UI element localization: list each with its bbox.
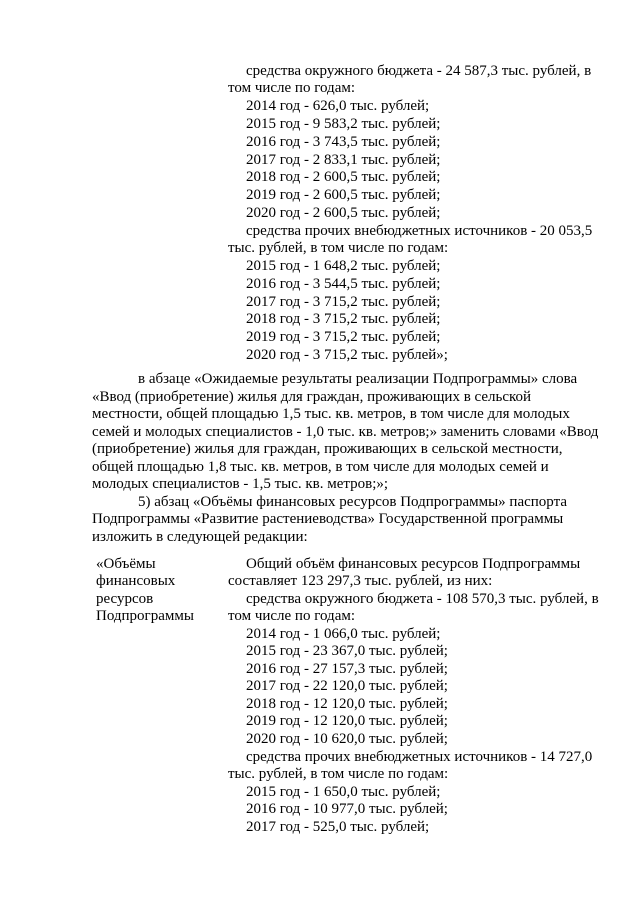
list-item: 2015 год - 9 583,2 тыс. рублей; [246,116,441,132]
paragraph-line: в абзаце «Ожидаемые результаты реализации Подпрограммы» слова [138,371,578,387]
list-item: 2020 год - 10 620,0 тыс. рублей; [246,731,448,747]
okrug-budget-line-cont: том числе по годам: [228,608,356,624]
list-item: 2020 год - 3 715,2 тыс. рублей»; [246,347,448,363]
table-label: «Объёмы [96,556,156,572]
total-volume-line: Общий объём финансовых ресурсов Подпрограммы [246,556,581,572]
paragraph-line: Подпрограммы «Развитие растениеводства» Государственной программы [92,511,564,527]
paragraph-line: молодых специалистов - 1,5 тыс. кв. метров;»; [92,476,389,492]
paragraph-line: семей и молодых специалистов - 1,0 тыс. кв. метров;» заменить словами «Ввод [92,424,599,440]
list-item: 2015 год - 1 648,2 тыс. рублей; [246,258,441,274]
list-item: 2016 год - 27 157,3 тыс. рублей; [246,661,448,677]
list-item: 2017 год - 525,0 тыс. рублей; [246,819,430,835]
list-item: 2018 год - 2 600,5 тыс. рублей; [246,169,441,185]
list-item: 2016 год - 3 743,5 тыс. рублей; [246,134,441,150]
paragraph-line: изложить в следующей редакции: [92,529,308,545]
table-label: финансовых [96,573,176,589]
list-item: 2019 год - 12 120,0 тыс. рублей; [246,713,448,729]
list-item: 2016 год - 10 977,0 тыс. рублей; [246,801,448,817]
paragraph-line: общей площадью 1,8 тыс. кв. метров, в том числе для молодых семей и [92,459,549,475]
table-label: Подпрограммы [96,608,194,624]
total-volume-line-cont: составляет 123 297,3 тыс. рублей, из них: [228,573,493,589]
other-sources-line-cont: тыс. рублей, в том числе по годам: [228,766,449,782]
list-item: 2014 год - 1 066,0 тыс. рублей; [246,626,441,642]
list-item: 2017 год - 2 833,1 тыс. рублей; [246,152,441,168]
list-item: 2019 год - 2 600,5 тыс. рублей; [246,187,441,203]
list-item: 2019 год - 3 715,2 тыс. рублей; [246,329,441,345]
list-item: 2016 год - 3 544,5 тыс. рублей; [246,276,441,292]
list-item: 2015 год - 23 367,0 тыс. рублей; [246,643,448,659]
list-item: 2017 год - 3 715,2 тыс. рублей; [246,294,441,310]
paragraph-line: (приобретение) жилья для граждан, проживающих в сельской местности, [92,441,563,457]
other-sources-line-cont: тыс. рублей, в том числе по годам: [228,240,449,256]
other-sources-line: средства прочих внебюджетных источников - 14 727,0 [246,749,593,765]
okrug-budget-line: средства окружного бюджета - 24 587,3 тыс. рублей, в [246,63,592,79]
list-item: 2018 год - 12 120,0 тыс. рублей; [246,696,448,712]
list-item: 2015 год - 1 650,0 тыс. рублей; [246,784,441,800]
list-item: 2017 год - 22 120,0 тыс. рублей; [246,678,448,694]
paragraph-line: местности, общей площадью 1,5 тыс. кв. метров, в том числе для молодых [92,406,570,422]
list-item: 2020 год - 2 600,5 тыс. рублей; [246,205,441,221]
table-label: ресурсов [96,591,154,607]
paragraph-line: «Ввод (приобретение) жилья для граждан, проживающих в сельской [92,389,532,405]
okrug-budget-line: средства окружного бюджета - 108 570,3 тыс. рублей, в [246,591,599,607]
paragraph-line: 5) абзац «Объёмы финансовых ресурсов Подпрограммы» паспорта [138,494,567,510]
list-item: 2014 год - 626,0 тыс. рублей; [246,98,430,114]
list-item: 2018 год - 3 715,2 тыс. рублей; [246,311,441,327]
okrug-budget-line-cont: том числе по годам: [228,80,356,96]
other-sources-line: средства прочих внебюджетных источников - 20 053,5 [246,223,593,239]
